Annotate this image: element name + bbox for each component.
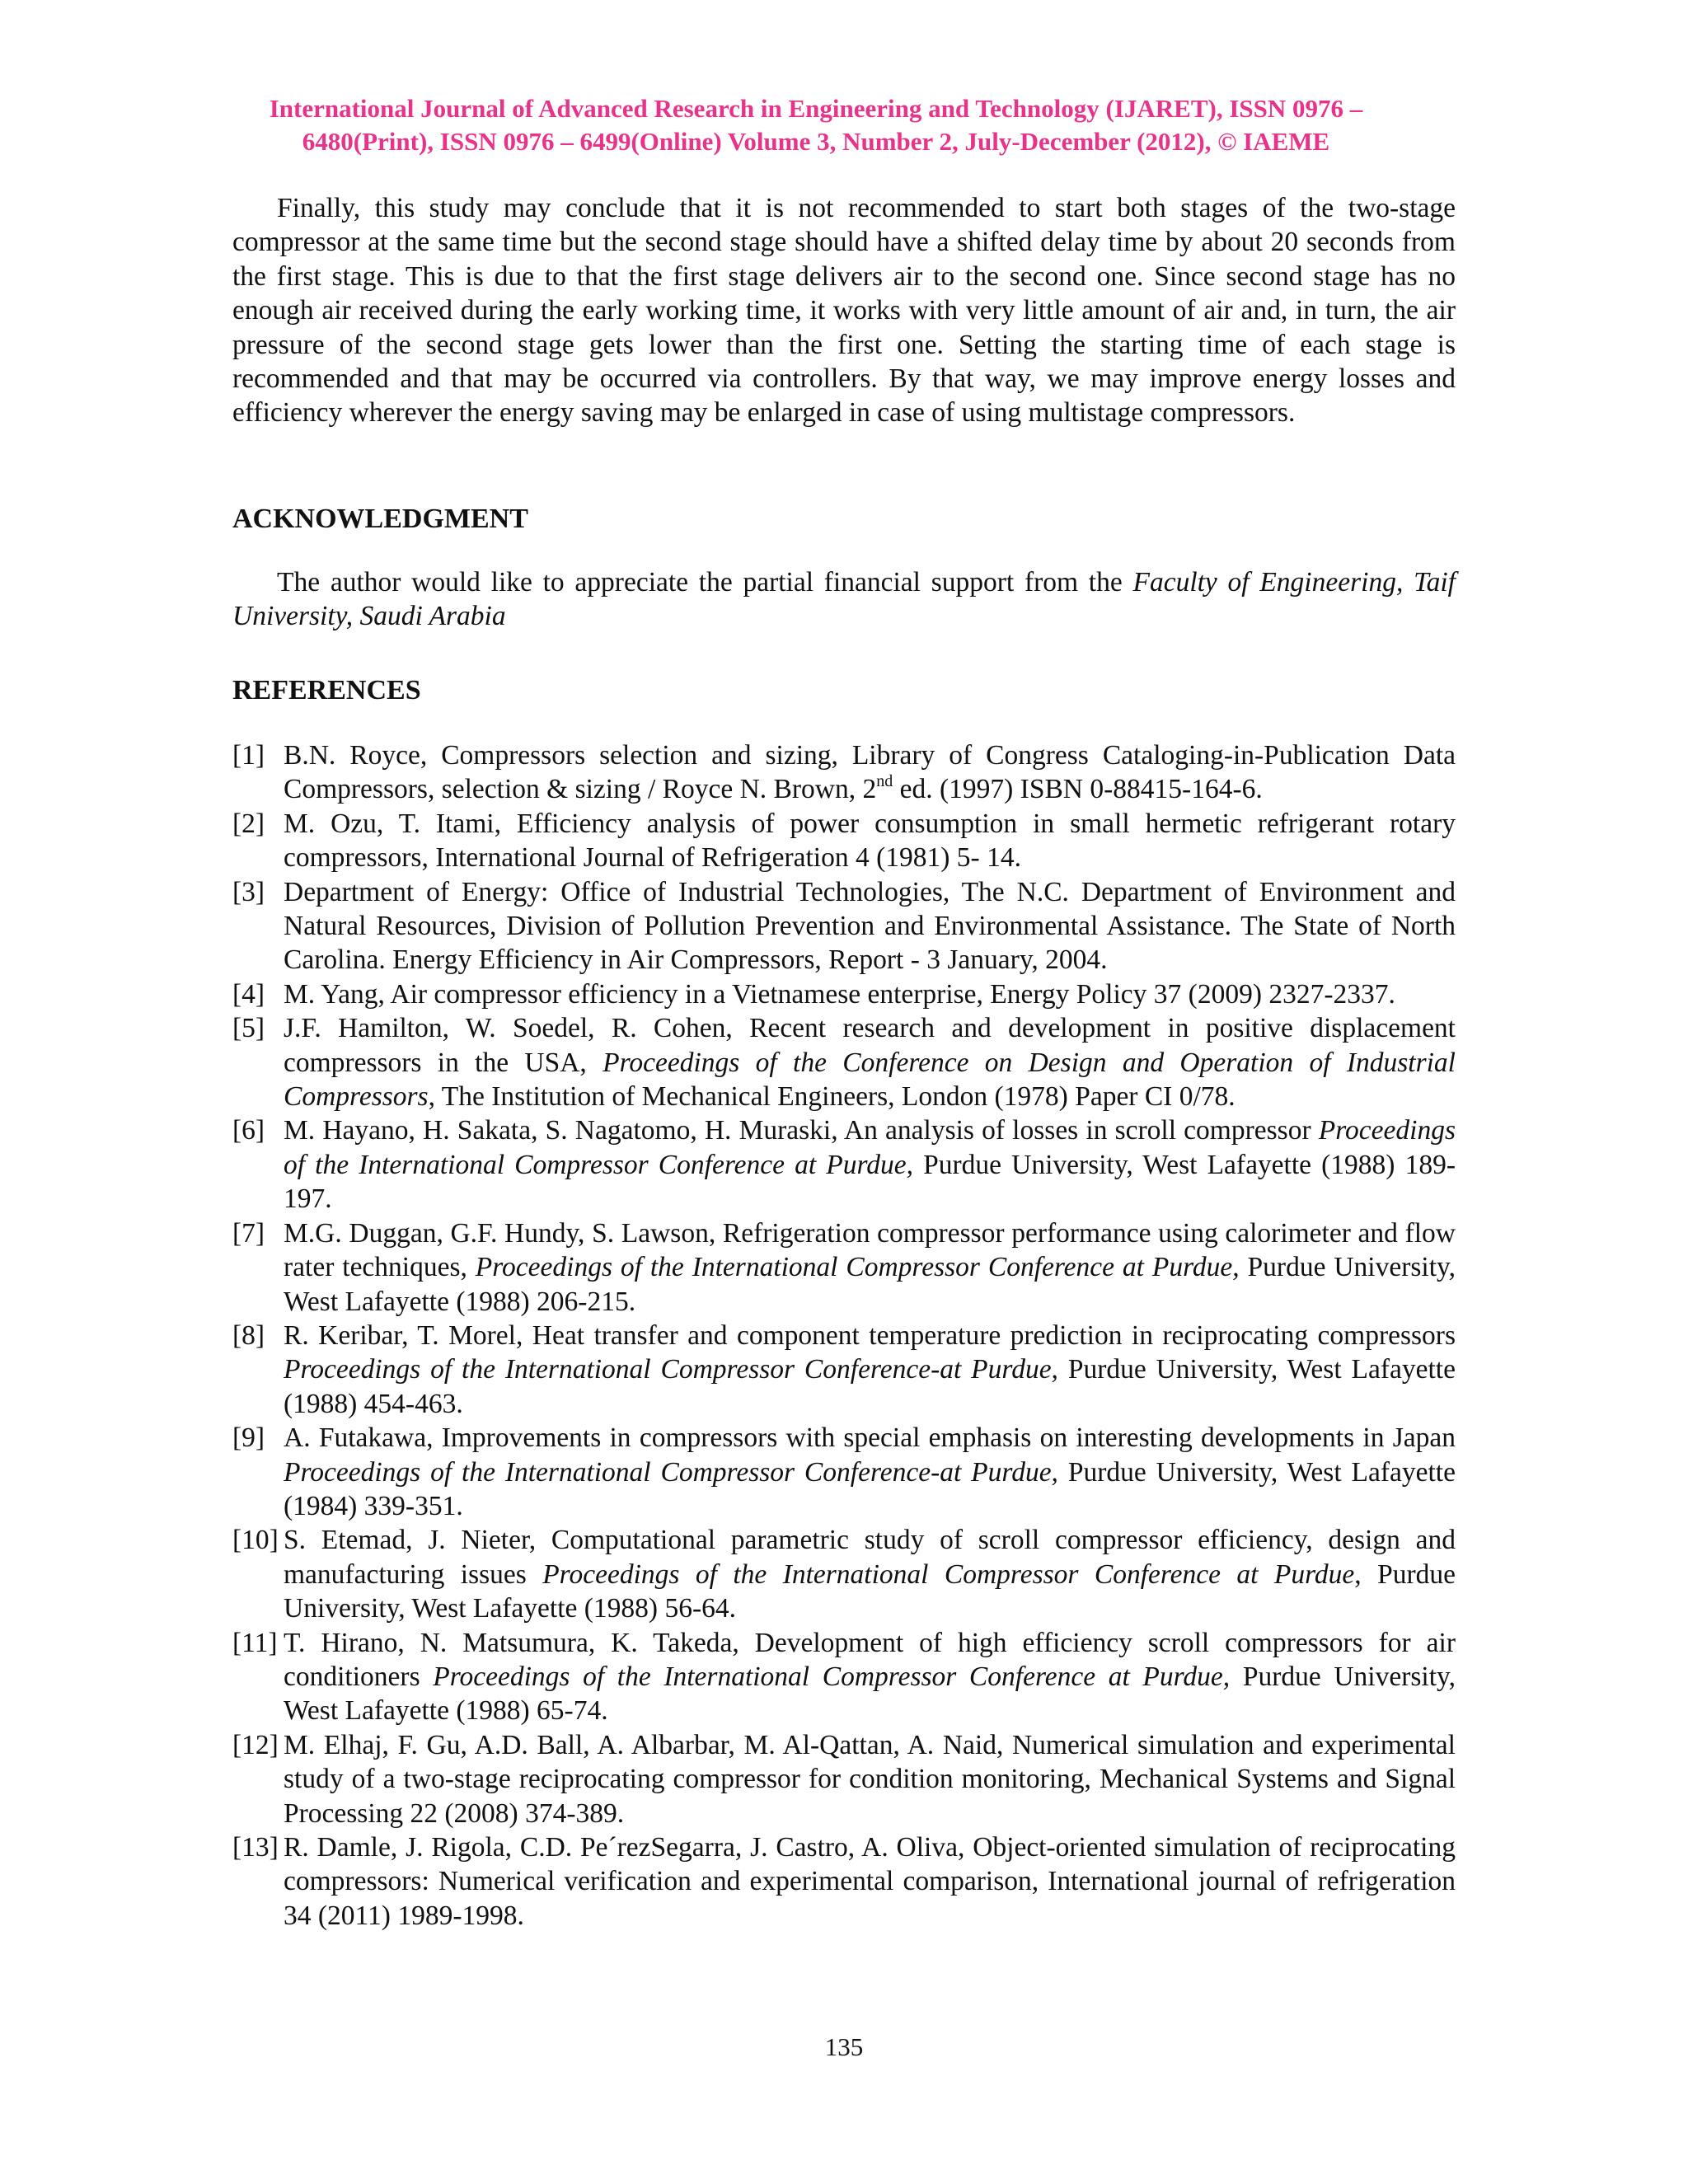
reference-text-tail: , Purdue University, West Lafayette (1988) 56-64.	[284, 1558, 1456, 1624]
journal-header	[165, 92, 1467, 158]
reference-number: [6]	[232, 1115, 265, 1146]
reference-text-tail: Purdue University, West Lafayette (1988) 206-215.	[284, 1252, 1456, 1317]
reference-text: B.N. Royce, Compressors selection and sizing, Library of Congress Cataloging-in-Publication Data Compressors, selection & sizing / Royce N. Brown, 2	[284, 740, 1456, 805]
acknowledgment-paragraph	[232, 565, 1456, 634]
acknowledgment-text: The author would like to appreciate the partial financial support from the	[277, 567, 1133, 598]
reference-text-tail: Purdue University, West Lafayette (1988) 189-197.	[284, 1149, 1456, 1215]
reference-text-tail: Purdue University, West Lafayette (1988) 65-74.	[284, 1661, 1456, 1727]
reference-text: R. Keribar, T. Morel, Heat transfer and component temperature prediction in reciprocating compressors	[284, 1319, 1456, 1351]
reference-item	[232, 1216, 1456, 1319]
reference-text-tail: , The Institution of Mechanical Engineers, London (1978) Paper CI 0/78.	[428, 1081, 1236, 1113]
reference-item	[232, 977, 1456, 1011]
reference-number: [7]	[232, 1217, 265, 1249]
reference-text: M. Yang, Air compressor efficiency in a Vietnamese enterprise, Energy Policy 37 (2009) 2327-2337.	[284, 978, 1395, 1010]
reference-text: M. Ozu, T. Itami, Efficiency analysis of power consumption in small hermetic refrigerant rotary compressors, International Journal of Refrigeration 4 (1981) 5- 14.	[284, 808, 1456, 874]
reference-text-tail: Purdue University, West Lafayette (1988) 454-463.	[284, 1354, 1456, 1419]
conclusion-paragraph: Finally, this study may conclude that it is not recommended to start both stages of the two-stage compressor at the same time but the second stage should have a shifted delay time by about 20 seconds from the first stage. This is due to that the first stage delivers air to the second one. Since second stage has no enough air received during the early working time, it works with very little amount of air and, in turn, the air pressure of the second stage gets lower than the first one. Setting the starting time of each stage is recommended and that may be occurred via controllers. By that way, we may improve energy losses and efficiency wherever the energy saving may be enlarged in case of using multistage compressors.	[232, 193, 1456, 429]
conclusion-section	[232, 191, 1456, 430]
reference-number: [3]	[232, 876, 265, 907]
reference-number: [11]	[232, 1627, 278, 1658]
reference-venue: Proceedings of the International Compressor Conference at Purdue,	[475, 1252, 1240, 1283]
reference-venue: Proceedings of the International Compressor Conference-at Purdue,	[284, 1354, 1058, 1385]
reference-number: [13]	[232, 1832, 279, 1863]
reference-item	[232, 1523, 1456, 1625]
reference-venue: Proceedings of the International Compressor Conference at Purdue,	[284, 1115, 1456, 1180]
reference-venue: Proceedings of the International Compressor Conference at Purdue,	[433, 1661, 1231, 1692]
reference-number: [9]	[232, 1422, 265, 1454]
reference-superscript: nd	[876, 772, 893, 791]
journal-header-line-1: International Journal of Advanced Research in Engineering and Technology (IJARET), ISSN 0976 –	[269, 94, 1363, 123]
reference-text: S. Etemad, J. Nieter, Computational parametric study of scroll compressor efficiency, design and manufacturing issues	[284, 1525, 1456, 1590]
reference-text: M.G. Duggan, G.F. Hundy, S. Lawson, Refrigeration compressor performance using calorimeter and flow rater techniques,	[284, 1217, 1456, 1283]
acknowledgment-heading: ACKNOWLEDGMENT	[232, 504, 528, 534]
reference-number: [4]	[232, 978, 265, 1010]
reference-number: [8]	[232, 1319, 265, 1351]
reference-item	[232, 1421, 1456, 1523]
acknowledgment-affiliation: Faculty of Engineering, Taif University, Saudi Arabia	[232, 567, 1456, 632]
reference-venue: Proceedings of the International Compressor Conference-at Purdue,	[284, 1456, 1058, 1488]
reference-number: [2]	[232, 808, 265, 839]
reference-number: [12]	[232, 1729, 279, 1760]
reference-text: Department of Energy: Office of Industrial Technologies, The N.C. Department of Environment and Natural Resources, Division of Pollution Prevention and Environmental Assistance. The State of North Carolina. Energy Efficiency in Air Compressors, Report - 3 January, 2004.	[284, 876, 1456, 976]
reference-item	[232, 1626, 1456, 1728]
reference-text: A. Futakawa, Improvements in compressors with special emphasis on interesting developments in Japan	[284, 1422, 1456, 1454]
reference-item	[232, 807, 1456, 875]
reference-venue: Proceedings of the International Compressor Conference at Purdue	[542, 1558, 1355, 1590]
references-heading: REFERENCES	[232, 675, 421, 705]
reference-item	[232, 1830, 1456, 1933]
reference-item	[232, 875, 1456, 977]
references-list	[232, 738, 1456, 1933]
reference-venue: Proceedings of the Conference on Design and Operation of Industrial Compressors	[284, 1047, 1456, 1113]
reference-text: T. Hirano, N. Matsumura, K. Takeda, Development of high efficiency scroll compressors for air conditioners	[284, 1627, 1456, 1692]
reference-number: [1]	[232, 740, 265, 771]
reference-item	[232, 1011, 1456, 1113]
reference-text: J.F. Hamilton, W. Soedel, R. Cohen, Recent research and development in positive displacement compressors in the USA,	[284, 1013, 1456, 1078]
reference-text: M. Hayano, H. Sakata, S. Nagatomo, H. Muraski, An analysis of losses in scroll compressor	[284, 1115, 1319, 1146]
reference-item	[232, 1728, 1456, 1830]
reference-item	[232, 1319, 1456, 1421]
reference-text-tail: Purdue University, West Lafayette (1984) 339-351.	[284, 1456, 1456, 1521]
acknowledgment-section	[232, 565, 1456, 634]
reference-number: [10]	[232, 1525, 279, 1556]
reference-item	[232, 738, 1456, 807]
reference-text-tail: ed. (1997) ISBN 0-88415-164-6.	[893, 774, 1263, 805]
reference-text: R. Damle, J. Rigola, C.D. Pe´rezSegarra, J. Castro, A. Oliva, Object-oriented simulation of reciprocating compressors: Numerical verification and experimental comparison, International journal of refrigeration 34 (2011) 1989-1998.	[284, 1832, 1456, 1931]
reference-text: M. Elhaj, F. Gu, A.D. Ball, A. Albarbar, M. Al-Qattan, A. Naid, Numerical simulation and experimental study of a two-stage reciprocating compressor for condition monitoring, Mechanical Systems and Signal Processing 22 (2008) 374-389.	[284, 1729, 1456, 1829]
journal-header-line-2: 6480(Print), ISSN 0976 – 6499(Online) Volume 3, Number 2, July-December (2012), © IAEME	[302, 127, 1330, 156]
reference-number: [5]	[232, 1013, 265, 1044]
reference-item	[232, 1113, 1456, 1216]
page-number: 135	[824, 2032, 864, 2061]
